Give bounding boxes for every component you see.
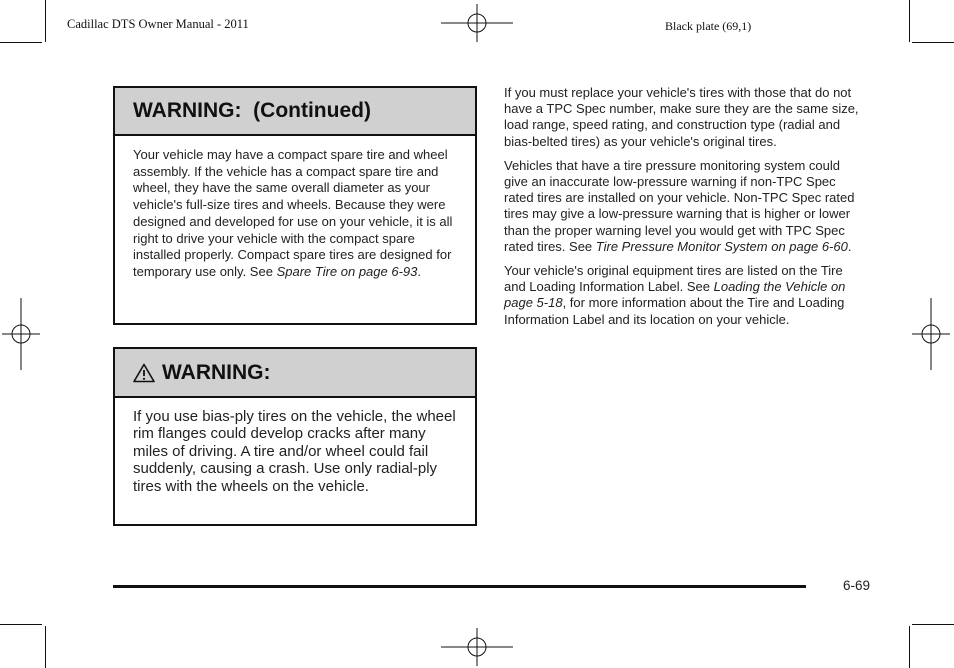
- warning-triangle-icon: [133, 363, 155, 383]
- warning-bias-ply-body: [115, 398, 475, 495]
- spare-tire-link[interactable]: Spare Tire on page 6-93: [276, 263, 418, 279]
- punctuation: .: [417, 263, 421, 279]
- warning-continued-title: [115, 88, 475, 136]
- tire-pressure-monitor-link[interactable]: Tire Pressure Monitor System on page 6-60: [595, 238, 848, 254]
- crop-mark: [0, 624, 42, 625]
- book-title: Cadillac DTS Owner Manual - 2011: [67, 17, 249, 31]
- warning-bias-ply-box: [113, 347, 477, 526]
- registration-mark-icon: [441, 628, 513, 666]
- crop-mark: [912, 624, 954, 625]
- warning-continued-box: [113, 86, 477, 325]
- paragraph-text: , for more information about the Tire and Loading Information Label and its location on your vehicle.: [504, 295, 845, 327]
- crop-mark: [912, 42, 954, 43]
- paragraph-text: Vehicles that have a tire pressure monitoring system could give an inaccurate low-pressure warning if non-TPC Spec rated tires are installed on your vehicle. Non-TPC Spec rated tires may give a low-pressure warning that is higher or lower than the proper warning level you would get with TPC Spec rated tires. See: [504, 157, 855, 254]
- paragraph-tpms-warning: [504, 158, 866, 255]
- warning-continued-title-text: WARNING: (Continued): [133, 99, 371, 122]
- registration-mark-icon: [912, 298, 950, 370]
- warning-bias-ply-text: If you use bias-ply tires on the vehicle, the wheel rim flanges could develop cracks after many miles of driving. A tire and/or wheel could fail suddenly, causing a crash. Use only radial-ply tires with the wheels on the vehicle.: [133, 408, 456, 495]
- warning-bias-ply-title: [115, 349, 475, 398]
- punctuation: .: [847, 238, 852, 254]
- crop-mark: [0, 42, 42, 43]
- warning-continued-body-text: Your vehicle may have a compact spare tire and wheel assembly. If the vehicle has a compact spare tire and wheel, they have the same overall diameter as your vehicle's full-size tires and wheels. Because they were designed and developed for use on your vehicle, it is all right to drive your vehicle with the compact spare installed properly. Compact spare tires are designed for temporary use only. See: [133, 147, 453, 279]
- plate-label: Black plate (69,1): [665, 19, 752, 33]
- crop-mark: [909, 0, 910, 42]
- crop-mark: [909, 626, 910, 668]
- footer-rule: [113, 585, 806, 588]
- page-number: 6-69: [843, 578, 871, 593]
- warning-bias-ply-title-text: WARNING:: [162, 360, 271, 384]
- crop-mark: [45, 626, 46, 668]
- paragraph-text: Your vehicle's original equipment tires are listed on the Tire and Loading Information Label. See: [504, 263, 843, 295]
- right-column: [504, 85, 866, 336]
- loading-vehicle-link[interactable]: Loading the Vehicle on page 5-18: [504, 279, 846, 311]
- crop-mark: [45, 0, 46, 42]
- warning-continued-text: [133, 147, 463, 281]
- registration-mark-icon: [441, 4, 513, 42]
- paragraph-original-tires: [504, 263, 866, 328]
- warning-continued-body: [115, 136, 475, 281]
- registration-mark-icon: [2, 298, 40, 370]
- paragraph-tpc-replacement: If you must replace your vehicle's tires with those that do not have a TPC Spec number, make sure they are the same size, load range, speed rating, and construction type (radial and bias-belted tires) as your vehicle's original tires.: [504, 85, 859, 149]
